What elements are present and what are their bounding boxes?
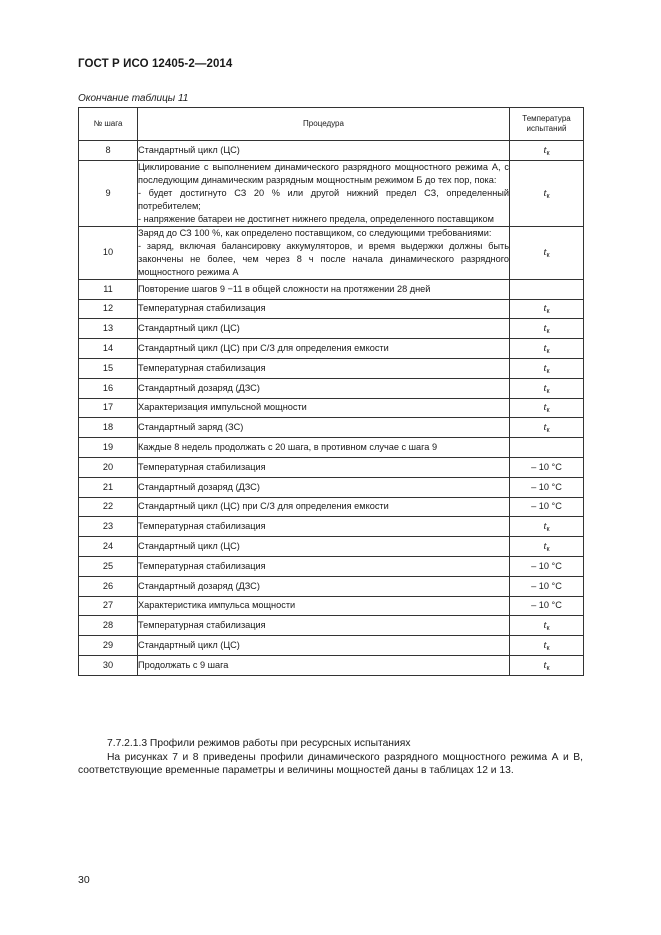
table-row [79,497,584,517]
table-row [79,537,584,557]
procedure-cell [138,576,510,596]
procedure-text: Стандартный дозаряд (ДЗС) [138,580,260,591]
tk-subscript: к [546,367,550,375]
procedure-text: Температурная стабилизация [138,461,266,472]
procedure-text: Температурная стабилизация [138,560,266,571]
tk-symbol [543,144,549,156]
procedure-cell [138,438,510,458]
procedure-text: Циклирование с выполнением динамического разрядного мощностного режима А, с последующим динамическим разрядным мощностным режимом Б до тех пор, пока: [138,161,509,185]
tk-base: t [543,540,547,553]
table-row [79,279,584,299]
table-row [79,438,584,458]
tk-base: t [543,421,547,434]
procedure-cell [138,358,510,378]
tk-subscript: к [546,625,550,633]
procedure-cell [138,378,510,398]
procedure-text: Характеризация импульсной мощности [138,402,307,413]
tk-symbol [543,540,549,552]
temperature-cell: – 10 °C [510,477,584,497]
step-number: 21 [79,477,138,497]
table-row [79,141,584,161]
temperature-cell [510,517,584,537]
procedure-text: Стандартный цикл (ЦС) при С/З для определения емкости [138,501,389,512]
procedure-text: Продолжать с 9 шага [138,659,229,670]
step-number: 24 [79,537,138,557]
procedure-text: Стандартный дозаряд (ДЗС) [138,382,260,393]
tk-symbol [543,520,549,532]
step-number: 11 [79,279,138,299]
temperature-cell [510,339,584,359]
tk-base: t [543,639,547,652]
section-paragraph: На рисунках 7 и 8 приведены профили динамического разрядного мощностного режима А и В, соответствующие временные параметры и величины мощностей даны в таблицах 12 и 13. [78,751,583,776]
procedure-text: Повторение шагов 9 −11 в общей сложности на протяжении 28 дней [138,283,431,294]
table-row [79,596,584,616]
tk-subscript: к [546,427,550,435]
tk-symbol [543,659,549,671]
tk-subscript: к [546,252,550,260]
temperature-cell [510,418,584,438]
procedure-text: Характеристика импульса мощности [138,600,296,611]
tk-base: t [543,401,547,414]
table-row [79,226,584,279]
step-number: 13 [79,319,138,339]
tk-subscript: к [546,645,550,653]
procedure-cell [138,457,510,477]
temperature-cell [510,616,584,636]
document-header: ГОСТ Р ИСО 12405-2—2014 [78,58,233,70]
table-row [79,517,584,537]
temperature-cell [510,299,584,319]
tk-subscript: к [546,546,550,554]
step-number: 26 [79,576,138,596]
procedure-cell [138,279,510,299]
procedure-text: Заряд до СЗ 100 %, как определено поставщиком, со следующими требованиями: [138,227,492,238]
tk-symbol [543,619,549,631]
temperature-cell: – 10 °C [510,497,584,517]
tk-base: t [543,143,547,156]
column-header-step: № шага [79,108,138,141]
tk-symbol [543,342,549,354]
procedure-text: Стандартный цикл (ЦС) [138,323,240,334]
procedure-cell [138,556,510,576]
table-row [79,576,584,596]
temperature-cell [510,160,584,226]
temperature-cell [510,438,584,458]
temperature-cell [510,655,584,675]
procedure-text: Температурная стабилизация [138,362,266,373]
temperature-cell [510,319,584,339]
table-row [79,477,584,497]
step-number: 22 [79,497,138,517]
temperature-cell [510,537,584,557]
procedure-cell [138,655,510,675]
procedure-cell [138,477,510,497]
tk-subscript: к [546,526,550,534]
tk-subscript: к [546,149,550,157]
temperature-cell: – 10 °C [510,576,584,596]
procedure-cell [138,226,510,279]
temperature-cell [510,279,584,299]
tk-base: t [543,246,547,259]
procedure-cell [138,141,510,161]
temperature-cell: – 10 °C [510,457,584,477]
tk-subscript: к [546,192,550,200]
step-number: 8 [79,141,138,161]
temperature-cell [510,141,584,161]
step-number: 20 [79,457,138,477]
tk-base: t [543,520,547,533]
temperature-cell: – 10 °C [510,596,584,616]
step-number: 28 [79,616,138,636]
step-number: 18 [79,418,138,438]
table-row [79,398,584,418]
table-row [79,418,584,438]
procedure-text: - заряд, включая балансировку аккумуляторов, и время выдержки должны быть закончены не более, чем через 8 ч после начала динамического разрядного мощностного режима А [138,240,509,277]
temperature-cell: – 10 °C [510,556,584,576]
temperature-cell [510,226,584,279]
procedure-text: Температурная стабилизация [138,303,266,314]
step-number: 12 [79,299,138,319]
procedure-cell [138,537,510,557]
table-row [79,319,584,339]
tk-symbol [543,322,549,334]
procedure-cell [138,616,510,636]
procedure-text: Температурная стабилизация [138,521,266,532]
procedure-text: Стандартный цикл (ЦС) [138,144,240,155]
step-number: 10 [79,226,138,279]
step-number: 23 [79,517,138,537]
tk-base: t [543,322,547,335]
table-row [79,339,584,359]
procedure-cell [138,319,510,339]
tk-symbol [543,246,549,258]
step-number: 17 [79,398,138,418]
step-number: 25 [79,556,138,576]
tk-symbol [543,362,549,374]
table-row [79,160,584,226]
step-number: 19 [79,438,138,458]
tk-symbol [543,421,549,433]
step-number: 27 [79,596,138,616]
step-number: 9 [79,160,138,226]
procedure-cell [138,398,510,418]
tk-symbol [543,639,549,651]
column-header-temperature: Температура испытаний [510,108,584,141]
procedure-cell [138,497,510,517]
tk-subscript: к [546,664,550,672]
tk-subscript: к [546,328,550,336]
column-header-procedure: Процедура [138,108,510,141]
procedure-cell [138,339,510,359]
table-row [79,378,584,398]
procedure-text: Стандартный заряд (ЗС) [138,422,244,433]
tk-base: t [543,658,547,671]
section-heading: 7.7.2.1.3 Профили режимов работы при ресурсных испытаниях [107,738,411,749]
temperature-cell [510,378,584,398]
page-number: 30 [78,874,90,886]
tk-base: t [543,361,547,374]
table-row [79,616,584,636]
table-row [79,655,584,675]
step-number: 14 [79,339,138,359]
tk-base: t [543,381,547,394]
tk-symbol [543,187,549,199]
procedure-cell [138,160,510,226]
tk-base: t [543,619,547,632]
tk-subscript: к [546,387,550,395]
procedure-text: Каждые 8 недель продолжать с 20 шага, в противном случае с шага 9 [138,442,438,453]
table-row [79,636,584,656]
table-row [79,457,584,477]
procedure-text: Стандартный цикл (ЦС) при С/З для определения емкости [138,343,389,354]
procedure-text: - напряжение батареи не достигнет нижнего предела, определенного поставщиком [138,213,494,224]
table-row [79,358,584,378]
procedure-text: Стандартный цикл (ЦС) [138,640,240,651]
procedure-text: - будет достигнуто СЗ 20 % или другой нижний предел СЗ, определенный потребителем; [138,187,509,211]
temperature-cell [510,636,584,656]
procedure-cell [138,636,510,656]
tk-subscript: к [546,348,550,356]
section-7-7-2-1-3 [78,737,583,778]
tk-base: t [543,302,547,315]
procedure-table [78,107,584,676]
table-caption: Окончание таблицы 11 [78,93,189,104]
temperature-cell [510,358,584,378]
procedure-text: Стандартный дозаряд (ДЗС) [138,481,260,492]
procedure-cell [138,517,510,537]
tk-base: t [543,342,547,355]
table-row [79,299,584,319]
procedure-text: Температурная стабилизация [138,620,266,631]
tk-symbol [543,401,549,413]
procedure-text: Стандартный цикл (ЦС) [138,541,240,552]
step-number: 15 [79,358,138,378]
table-row [79,556,584,576]
tk-symbol [543,302,549,314]
step-number: 29 [79,636,138,656]
temperature-cell [510,398,584,418]
procedure-cell [138,596,510,616]
tk-subscript: к [546,407,550,415]
tk-base: t [543,186,547,199]
step-number: 16 [79,378,138,398]
procedure-cell [138,299,510,319]
step-number: 30 [79,655,138,675]
tk-symbol [543,382,549,394]
tk-subscript: к [546,308,550,316]
procedure-cell [138,418,510,438]
table-body [79,141,584,676]
